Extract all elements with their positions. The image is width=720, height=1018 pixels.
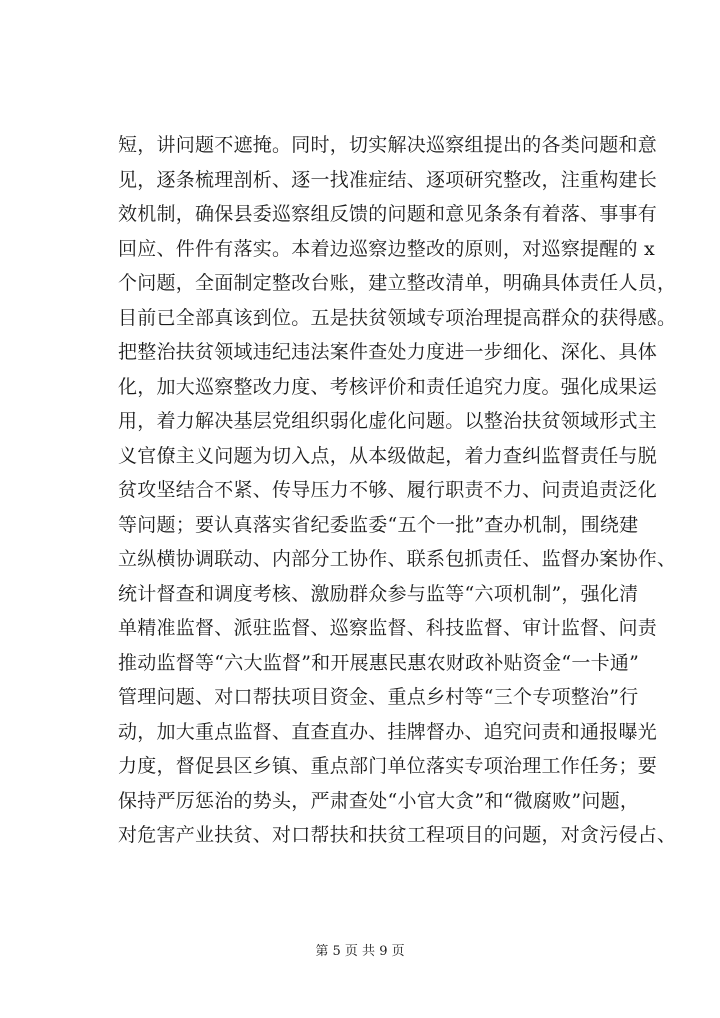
text-line: 立纵横协调联动、内部分工协作、联系包抓责任、监督办案协作、: [118, 548, 677, 570]
text-line: 等问题；要认真落实省纪委监委“五个一批”查办机制，围绕建: [118, 513, 639, 536]
text-line: 推动监督等“六大监督”和开展惠民惠农财政补贴资金“一卡通”: [118, 651, 640, 674]
body-text: [118, 128, 677, 853]
text-line: 动，加大重点监督、直查直办、挂牌督办、追究问责和通报曝光: [118, 720, 658, 743]
text-line: 义官僚主义问题为切入点，从本级做起，着力查纠监督责任与脱: [118, 444, 658, 467]
text-line: 用，着力解决基层党组织弱化虚化问题。以整治扶贫领域形式主: [118, 410, 658, 432]
text-line: 回应、件件有落实。本着边巡察边整改的原则，对巡察提醒的 x: [118, 237, 656, 260]
text-line: 目前已全部真该到位。五是扶贫领域专项治理提高群众的获得感。: [118, 306, 677, 329]
text-line: 见，逐条梳理剖析、逐一找准症结、逐项研究整改，注重构建长: [118, 168, 658, 191]
text-line: 统计督查和调度考核、激励群众参与监等“六项机制”，强化清: [118, 582, 639, 605]
text-line: 把整治扶贫领域违纪违法案件查处力度进一步细化、深化、具体: [118, 341, 658, 363]
text-line: 对危害产业扶贫、对口帮扶和扶贫工程项目的问题，对贪污侵占、: [118, 824, 677, 846]
text-line: 单精准监督、派驻监督、巡察监督、科技监督、审计监督、问责: [118, 617, 658, 639]
text-line: 管理问题、对口帮扶项目资金、重点乡村等“三个专项整治”行: [118, 686, 639, 708]
text-line: 力度，督促县区乡镇、重点部门单位落实专项治理工作任务；要: [118, 755, 658, 777]
text-line: 短，讲问题不遮掩。同时，切实解决巡察组提出的各类问题和意: [118, 134, 658, 156]
text-line: 贫攻坚结合不紧、传导压力不够、履行职责不力、问责追责泛化: [118, 479, 658, 501]
text-line: 保持严厉惩治的势头，严肃查处“小官大贪”和“微腐败”问题，: [118, 789, 640, 812]
page-number-footer: 第 5 页 共 9 页: [315, 944, 405, 959]
text-line: 化，加大巡察整改力度、考核评价和责任追究力度。强化成果运: [118, 375, 658, 398]
text-line: 效机制，确保县委巡察组反馈的问题和意见条条有着落、事事有: [118, 203, 658, 225]
text-line: 个问题，全面制定整改台账，建立整改清单，明确具体责任人员，: [118, 272, 677, 294]
